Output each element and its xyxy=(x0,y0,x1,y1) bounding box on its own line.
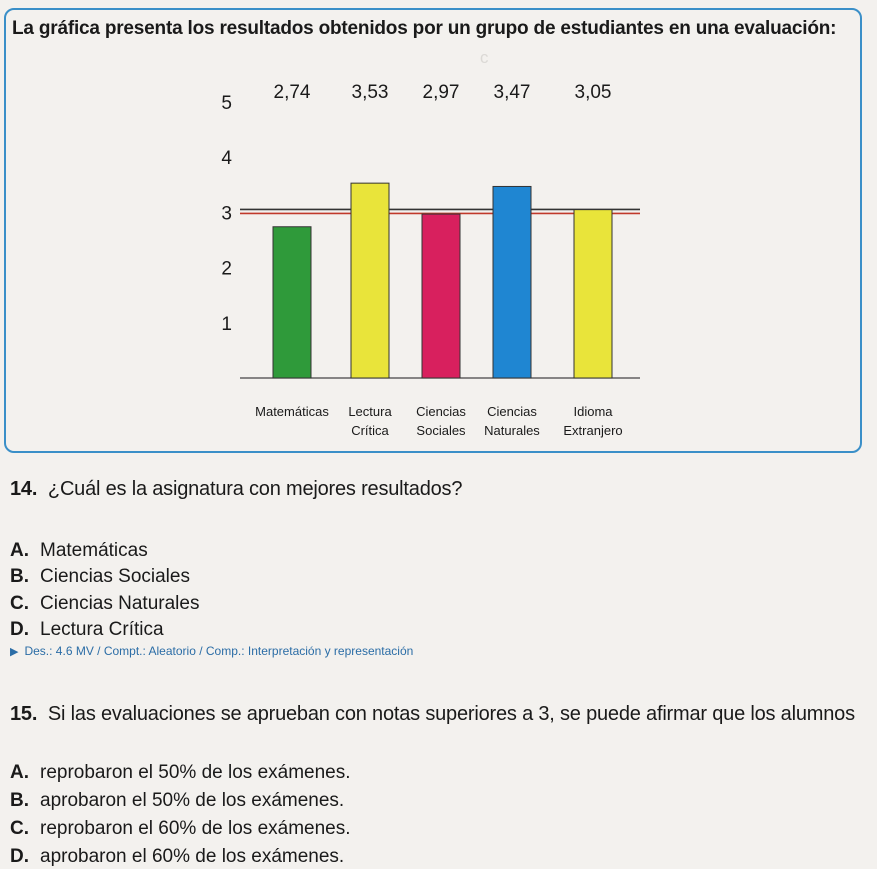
category-label-4-line-2: Naturales xyxy=(484,423,540,438)
question-15: 15. Si las evaluaciones se aprueban con notas superiores a 3, se puede afirmar que los alumnos xyxy=(10,703,855,725)
q15-option-b[interactable]: B. aprobaron el 50% de los exámenes. xyxy=(10,790,345,811)
category-label-4-line-1: Ciencias xyxy=(487,404,537,419)
q14-option-c[interactable]: C. Ciencias Naturales xyxy=(10,593,200,614)
value-label-4: 3,47 xyxy=(493,82,531,103)
category-label-5-line-1: Idioma xyxy=(573,404,613,419)
category-label-3-line-2: Sociales xyxy=(416,423,466,438)
y-tick-label-3: 3 xyxy=(221,203,232,225)
q15-option-d[interactable]: D. aprobaron el 60% de los exámenes. xyxy=(10,846,345,867)
value-label-2: 3,53 xyxy=(351,82,389,103)
q15-option-c[interactable]: C. reprobaron el 60% de los exámenes. xyxy=(10,818,351,839)
q14-option-b[interactable]: B. Ciencias Sociales xyxy=(10,566,190,587)
value-label-1: 2,74 xyxy=(273,82,311,103)
category-label-2-line-1: Lectura xyxy=(348,404,392,419)
triangle-right-icon: ▶ xyxy=(10,646,19,658)
question-14-metadata: ▶ Des.: 4.6 MV / Compt.: Aleatorio / Comp.: Interpretación y representación xyxy=(10,644,414,658)
y-tick-label-4: 4 xyxy=(221,148,232,170)
category-label-5-line-2: Extranjero xyxy=(563,423,623,438)
category-label-2-line-2: Crítica xyxy=(351,423,389,438)
intro-text: La gráfica presenta los resultados obtenidos por un grupo de estudiantes en una evaluación: xyxy=(12,18,837,39)
question-14: 14. ¿Cuál es la asignatura con mejores resultados? xyxy=(10,478,463,500)
bar-2 xyxy=(351,183,389,378)
bar-1 xyxy=(273,227,311,378)
y-tick-label-2: 2 xyxy=(221,258,232,280)
bar-5 xyxy=(574,210,612,378)
question-15-text: Si las evaluaciones se aprueban con notas superiores a 3, se puede afirmar que los alumnos xyxy=(47,703,855,725)
value-label-3: 2,97 xyxy=(422,82,460,103)
y-tick-label-5: 5 xyxy=(221,93,232,114)
bar-4 xyxy=(493,186,531,378)
bleed-through-decoration: ɔ xyxy=(480,48,489,67)
value-label-5: 3,05 xyxy=(574,82,612,103)
bar-3 xyxy=(422,214,460,378)
question-14-text: ¿Cuál es la asignatura con mejores resultados? xyxy=(47,478,463,500)
q15-option-a[interactable]: A. reprobaron el 50% de los exámenes. xyxy=(10,762,351,783)
y-tick-label-1: 1 xyxy=(221,313,232,335)
q14-option-d[interactable]: D. Lectura Crítica xyxy=(10,619,164,640)
category-label-3-line-1: Ciencias xyxy=(416,404,466,419)
category-label-1-line-1: Matemáticas xyxy=(255,404,329,419)
q14-option-a[interactable]: A. Matemáticas xyxy=(10,540,148,561)
